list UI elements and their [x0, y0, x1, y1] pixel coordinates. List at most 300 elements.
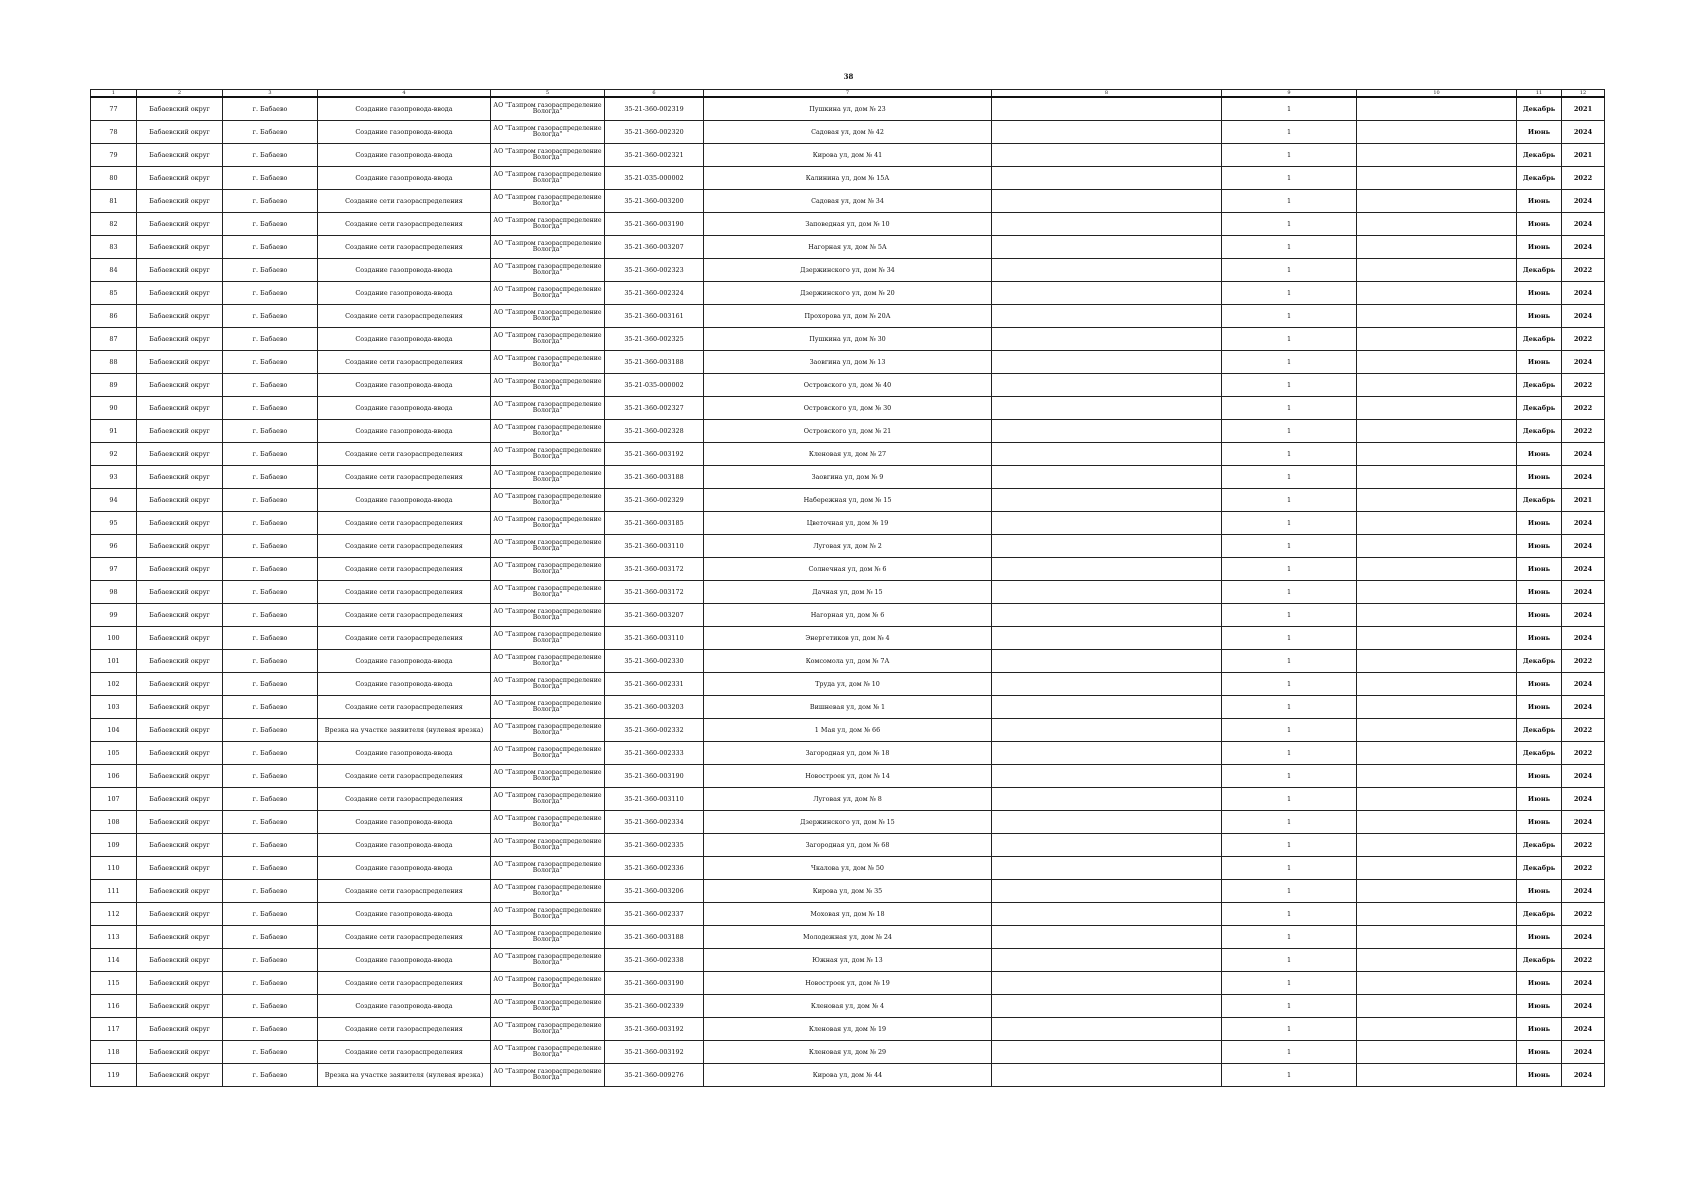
city-cell: г. Бабаево [223, 926, 318, 949]
year-cell: 2022 [1562, 420, 1605, 443]
year-cell: 2022 [1562, 742, 1605, 765]
table-row [91, 466, 1605, 489]
column-10-cell [1357, 535, 1517, 558]
work-type-cell: Создание газопровода-ввода [318, 259, 491, 282]
owner-cell: АО "Газпром газораспределение Вологда" [491, 742, 605, 765]
object-code-cell: 35-21-360-003188 [605, 926, 704, 949]
work-type-cell: Создание газопровода-ввода [318, 949, 491, 972]
year-cell: 2022 [1562, 719, 1605, 742]
year-cell: 2024 [1562, 305, 1605, 328]
city-cell: г. Бабаево [223, 857, 318, 880]
work-type-cell: Создание газопровода-ввода [318, 811, 491, 834]
owner-cell: АО "Газпром газораспределение Вологда" [491, 489, 605, 512]
column-10-cell [1357, 972, 1517, 995]
column-number: 12 [1562, 90, 1605, 98]
owner-cell: АО "Газпром газораспределение Вологда" [491, 604, 605, 627]
work-type-cell: Создание сети газораспределения [318, 236, 491, 259]
object-code-cell: 35-21-360-003188 [605, 351, 704, 374]
column-8-cell [992, 328, 1222, 351]
city-cell: г. Бабаево [223, 121, 318, 144]
district-cell: Бабаевский округ [137, 97, 223, 121]
quantity-cell: 1 [1222, 1064, 1357, 1087]
row-number: 88 [91, 351, 137, 374]
address-cell: Моховая ул, дом № 18 [704, 903, 992, 926]
column-8-cell [992, 1064, 1222, 1087]
work-type-cell: Создание газопровода-ввода [318, 328, 491, 351]
column-8-cell [992, 1041, 1222, 1064]
row-number: 112 [91, 903, 137, 926]
owner-cell: АО "Газпром газораспределение Вологда" [491, 719, 605, 742]
work-type-cell: Создание сети газораспределения [318, 190, 491, 213]
column-number: 9 [1222, 90, 1357, 98]
quantity-cell: 1 [1222, 719, 1357, 742]
address-cell: Прохорова ул, дом № 20А [704, 305, 992, 328]
address-cell: Дачная ул, дом № 15 [704, 581, 992, 604]
city-cell: г. Бабаево [223, 1018, 318, 1041]
year-cell: 2024 [1562, 236, 1605, 259]
address-cell: Кленовая ул, дом № 29 [704, 1041, 992, 1064]
owner-cell: АО "Газпром газораспределение Вологда" [491, 581, 605, 604]
address-cell: Солнечная ул, дом № 6 [704, 558, 992, 581]
table-row [91, 305, 1605, 328]
quantity-cell: 1 [1222, 673, 1357, 696]
address-cell: Луговая ул, дом № 8 [704, 788, 992, 811]
district-cell: Бабаевский округ [137, 1064, 223, 1087]
column-10-cell [1357, 558, 1517, 581]
object-code-cell: 35-21-360-002330 [605, 650, 704, 673]
work-type-cell: Создание сети газораспределения [318, 466, 491, 489]
work-type-cell: Создание газопровода-ввода [318, 167, 491, 190]
table-row [91, 374, 1605, 397]
quantity-cell: 1 [1222, 282, 1357, 305]
address-cell: Кирова ул, дом № 41 [704, 144, 992, 167]
year-cell: 2024 [1562, 581, 1605, 604]
year-cell: 2024 [1562, 765, 1605, 788]
owner-cell: АО "Газпром газораспределение Вологда" [491, 1018, 605, 1041]
address-cell: Садовая ул, дом № 42 [704, 121, 992, 144]
row-number: 87 [91, 328, 137, 351]
row-number: 77 [91, 97, 137, 121]
row-number: 104 [91, 719, 137, 742]
object-code-cell: 35-21-360-002332 [605, 719, 704, 742]
month-cell: Июнь [1517, 512, 1562, 535]
object-code-cell: 35-21-360-002324 [605, 282, 704, 305]
year-cell: 2024 [1562, 788, 1605, 811]
column-10-cell [1357, 834, 1517, 857]
row-number: 115 [91, 972, 137, 995]
work-type-cell: Создание газопровода-ввода [318, 420, 491, 443]
column-10-cell [1357, 696, 1517, 719]
table-row [91, 558, 1605, 581]
district-cell: Бабаевский округ [137, 420, 223, 443]
column-8-cell [992, 742, 1222, 765]
table-row [91, 650, 1605, 673]
month-cell: Июнь [1517, 443, 1562, 466]
table-row [91, 397, 1605, 420]
table-row [91, 673, 1605, 696]
work-type-cell: Создание газопровода-ввода [318, 144, 491, 167]
column-8-cell [992, 903, 1222, 926]
column-8-cell [992, 351, 1222, 374]
column-8-cell [992, 995, 1222, 1018]
column-10-cell [1357, 144, 1517, 167]
row-number: 110 [91, 857, 137, 880]
row-number: 91 [91, 420, 137, 443]
year-cell: 2024 [1562, 282, 1605, 305]
column-8-cell [992, 535, 1222, 558]
district-cell: Бабаевский округ [137, 719, 223, 742]
year-cell: 2024 [1562, 121, 1605, 144]
column-8-cell [992, 443, 1222, 466]
table-row [91, 328, 1605, 351]
city-cell: г. Бабаево [223, 742, 318, 765]
row-number: 90 [91, 397, 137, 420]
table-row [91, 443, 1605, 466]
district-cell: Бабаевский округ [137, 650, 223, 673]
row-number: 86 [91, 305, 137, 328]
month-cell: Декабрь [1517, 489, 1562, 512]
month-cell: Июнь [1517, 466, 1562, 489]
year-cell: 2022 [1562, 857, 1605, 880]
column-number: 5 [491, 90, 605, 98]
quantity-cell: 1 [1222, 420, 1357, 443]
city-cell: г. Бабаево [223, 558, 318, 581]
quantity-cell: 1 [1222, 926, 1357, 949]
column-8-cell [992, 167, 1222, 190]
table-row [91, 97, 1605, 121]
owner-cell: АО "Газпром газораспределение Вологда" [491, 673, 605, 696]
row-number: 113 [91, 926, 137, 949]
district-cell: Бабаевский округ [137, 788, 223, 811]
work-type-cell: Создание сети газораспределения [318, 535, 491, 558]
district-cell: Бабаевский округ [137, 1018, 223, 1041]
column-number: 11 [1517, 90, 1562, 98]
month-cell: Декабрь [1517, 834, 1562, 857]
city-cell: г. Бабаево [223, 903, 318, 926]
address-cell: Загородная ул, дом № 68 [704, 834, 992, 857]
district-cell: Бабаевский округ [137, 259, 223, 282]
district-cell: Бабаевский округ [137, 926, 223, 949]
column-number: 8 [992, 90, 1222, 98]
address-cell: Загородная ул, дом № 18 [704, 742, 992, 765]
object-code-cell: 35-21-360-002338 [605, 949, 704, 972]
work-type-cell: Создание газопровода-ввода [318, 903, 491, 926]
city-cell: г. Бабаево [223, 512, 318, 535]
address-cell: Дзержинского ул, дом № 20 [704, 282, 992, 305]
quantity-cell: 1 [1222, 949, 1357, 972]
work-type-cell: Создание газопровода-ввода [318, 995, 491, 1018]
month-cell: Декабрь [1517, 259, 1562, 282]
owner-cell: АО "Газпром газораспределение Вологда" [491, 466, 605, 489]
quantity-cell: 1 [1222, 788, 1357, 811]
row-number: 99 [91, 604, 137, 627]
address-cell: Островского ул, дом № 30 [704, 397, 992, 420]
table-row [91, 420, 1605, 443]
owner-cell: АО "Газпром газораспределение Вологда" [491, 282, 605, 305]
column-8-cell [992, 144, 1222, 167]
address-cell: Молодежная ул, дом № 24 [704, 926, 992, 949]
month-cell: Июнь [1517, 1041, 1562, 1064]
city-cell: г. Бабаево [223, 949, 318, 972]
quantity-cell: 1 [1222, 903, 1357, 926]
object-code-cell: 35-21-360-002323 [605, 259, 704, 282]
year-cell: 2024 [1562, 1064, 1605, 1087]
city-cell: г. Бабаево [223, 351, 318, 374]
column-10-cell [1357, 443, 1517, 466]
row-number: 111 [91, 880, 137, 903]
address-cell: Калинина ул, дом № 15А [704, 167, 992, 190]
object-code-cell: 35-21-360-003110 [605, 788, 704, 811]
object-code-cell: 35-21-360-003203 [605, 696, 704, 719]
month-cell: Декабрь [1517, 397, 1562, 420]
quantity-cell: 1 [1222, 581, 1357, 604]
row-number: 84 [91, 259, 137, 282]
table-row [91, 926, 1605, 949]
quantity-cell: 1 [1222, 489, 1357, 512]
city-cell: г. Бабаево [223, 466, 318, 489]
table-body [91, 97, 1605, 1087]
quantity-cell: 1 [1222, 167, 1357, 190]
quantity-cell: 1 [1222, 604, 1357, 627]
owner-cell: АО "Газпром газораспределение Вологда" [491, 167, 605, 190]
row-number: 95 [91, 512, 137, 535]
row-number: 98 [91, 581, 137, 604]
address-cell: Заовгина ул, дом № 13 [704, 351, 992, 374]
row-number: 117 [91, 1018, 137, 1041]
column-8-cell [992, 880, 1222, 903]
column-10-cell [1357, 1018, 1517, 1041]
object-code-cell: 35-21-360-003190 [605, 213, 704, 236]
city-cell: г. Бабаево [223, 97, 318, 121]
district-cell: Бабаевский округ [137, 995, 223, 1018]
object-code-cell: 35-21-360-003192 [605, 443, 704, 466]
year-cell: 2024 [1562, 673, 1605, 696]
district-cell: Бабаевский округ [137, 903, 223, 926]
year-cell: 2021 [1562, 144, 1605, 167]
quantity-cell: 1 [1222, 512, 1357, 535]
work-type-cell: Создание сети газораспределения [318, 696, 491, 719]
object-code-cell: 35-21-360-002321 [605, 144, 704, 167]
year-cell: 2022 [1562, 903, 1605, 926]
year-cell: 2022 [1562, 949, 1605, 972]
city-cell: г. Бабаево [223, 443, 318, 466]
city-cell: г. Бабаево [223, 190, 318, 213]
object-code-cell: 35-21-360-002339 [605, 995, 704, 1018]
quantity-cell: 1 [1222, 1018, 1357, 1041]
address-cell: Южная ул, дом № 13 [704, 949, 992, 972]
address-cell: Садовая ул, дом № 34 [704, 190, 992, 213]
month-cell: Декабрь [1517, 97, 1562, 121]
address-cell: Нагорная ул, дом № 6 [704, 604, 992, 627]
month-cell: Июнь [1517, 190, 1562, 213]
city-cell: г. Бабаево [223, 581, 318, 604]
column-8-cell [992, 811, 1222, 834]
address-cell: Новостроек ул, дом № 19 [704, 972, 992, 995]
quantity-cell: 1 [1222, 880, 1357, 903]
object-code-cell: 35-21-360-003192 [605, 1018, 704, 1041]
month-cell: Июнь [1517, 535, 1562, 558]
work-type-cell: Создание сети газораспределения [318, 972, 491, 995]
owner-cell: АО "Газпром газораспределение Вологда" [491, 535, 605, 558]
district-cell: Бабаевский округ [137, 604, 223, 627]
quantity-cell: 1 [1222, 236, 1357, 259]
owner-cell: АО "Газпром газораспределение Вологда" [491, 857, 605, 880]
column-10-cell [1357, 489, 1517, 512]
city-cell: г. Бабаево [223, 489, 318, 512]
row-number: 116 [91, 995, 137, 1018]
work-type-cell: Создание газопровода-ввода [318, 374, 491, 397]
object-code-cell: 35-21-360-003200 [605, 190, 704, 213]
column-number: 4 [318, 90, 491, 98]
address-cell: Новостроек ул, дом № 14 [704, 765, 992, 788]
owner-cell: АО "Газпром газораспределение Вологда" [491, 259, 605, 282]
month-cell: Июнь [1517, 1018, 1562, 1041]
month-cell: Июнь [1517, 788, 1562, 811]
table-row [91, 995, 1605, 1018]
row-number: 109 [91, 834, 137, 857]
row-number: 97 [91, 558, 137, 581]
table-row [91, 351, 1605, 374]
work-type-cell: Создание газопровода-ввода [318, 742, 491, 765]
district-cell: Бабаевский округ [137, 834, 223, 857]
address-cell: Набережная ул, дом № 15 [704, 489, 992, 512]
month-cell: Июнь [1517, 236, 1562, 259]
year-cell: 2024 [1562, 972, 1605, 995]
column-8-cell [992, 857, 1222, 880]
column-10-cell [1357, 97, 1517, 121]
column-8-cell [992, 190, 1222, 213]
year-cell: 2022 [1562, 650, 1605, 673]
year-cell: 2024 [1562, 696, 1605, 719]
address-cell: Кленовая ул, дом № 19 [704, 1018, 992, 1041]
city-cell: г. Бабаево [223, 374, 318, 397]
column-10-cell [1357, 420, 1517, 443]
work-type-cell: Создание газопровода-ввода [318, 673, 491, 696]
city-cell: г. Бабаево [223, 880, 318, 903]
district-cell: Бабаевский округ [137, 144, 223, 167]
object-code-cell: 35-21-360-003206 [605, 880, 704, 903]
year-cell: 2024 [1562, 880, 1605, 903]
district-cell: Бабаевский округ [137, 466, 223, 489]
column-10-cell [1357, 190, 1517, 213]
object-code-cell: 35-21-360-003110 [605, 535, 704, 558]
year-cell: 2022 [1562, 259, 1605, 282]
object-code-cell: 35-21-360-002335 [605, 834, 704, 857]
year-cell: 2024 [1562, 213, 1605, 236]
city-cell: г. Бабаево [223, 834, 318, 857]
owner-cell: АО "Газпром газораспределение Вологда" [491, 972, 605, 995]
quantity-cell: 1 [1222, 190, 1357, 213]
district-cell: Бабаевский округ [137, 811, 223, 834]
year-cell: 2021 [1562, 489, 1605, 512]
work-type-cell: Создание сети газораспределения [318, 1018, 491, 1041]
column-10-cell [1357, 673, 1517, 696]
object-code-cell: 35-21-360-002333 [605, 742, 704, 765]
address-cell: Пушкина ул, дом № 23 [704, 97, 992, 121]
quantity-cell: 1 [1222, 995, 1357, 1018]
object-code-cell: 35-21-360-002325 [605, 328, 704, 351]
column-number-row [91, 90, 1605, 98]
column-10-cell [1357, 351, 1517, 374]
object-code-cell: 35-21-360-003207 [605, 236, 704, 259]
column-8-cell [992, 926, 1222, 949]
table-row [91, 512, 1605, 535]
column-10-cell [1357, 926, 1517, 949]
year-cell: 2024 [1562, 604, 1605, 627]
table-row [91, 213, 1605, 236]
column-10-cell [1357, 213, 1517, 236]
month-cell: Декабрь [1517, 650, 1562, 673]
work-type-cell: Создание газопровода-ввода [318, 834, 491, 857]
year-cell: 2024 [1562, 466, 1605, 489]
year-cell: 2024 [1562, 995, 1605, 1018]
object-code-cell: 35-21-360-003110 [605, 627, 704, 650]
column-10-cell [1357, 374, 1517, 397]
column-8-cell [992, 374, 1222, 397]
month-cell: Июнь [1517, 121, 1562, 144]
city-cell: г. Бабаево [223, 167, 318, 190]
owner-cell: АО "Газпром газораспределение Вологда" [491, 834, 605, 857]
object-code-cell: 35-21-035-000002 [605, 167, 704, 190]
table-row [91, 765, 1605, 788]
district-cell: Бабаевский округ [137, 972, 223, 995]
table-row [91, 788, 1605, 811]
owner-cell: АО "Газпром газораспределение Вологда" [491, 328, 605, 351]
district-cell: Бабаевский округ [137, 351, 223, 374]
year-cell: 2022 [1562, 834, 1605, 857]
quantity-cell: 1 [1222, 972, 1357, 995]
month-cell: Июнь [1517, 673, 1562, 696]
address-cell: Заповедная ул, дом № 10 [704, 213, 992, 236]
column-8-cell [992, 627, 1222, 650]
quantity-cell: 1 [1222, 351, 1357, 374]
column-8-cell [992, 213, 1222, 236]
work-type-cell: Создание сети газораспределения [318, 604, 491, 627]
owner-cell: АО "Газпром газораспределение Вологда" [491, 305, 605, 328]
column-10-cell [1357, 259, 1517, 282]
district-cell: Бабаевский округ [137, 742, 223, 765]
work-type-cell: Создание сети газораспределения [318, 765, 491, 788]
owner-cell: АО "Газпром газораспределение Вологда" [491, 949, 605, 972]
owner-cell: АО "Газпром газораспределение Вологда" [491, 627, 605, 650]
district-cell: Бабаевский округ [137, 374, 223, 397]
year-cell: 2022 [1562, 328, 1605, 351]
address-cell: Луговая ул, дом № 2 [704, 535, 992, 558]
table-row [91, 834, 1605, 857]
column-number: 2 [137, 90, 223, 98]
column-10-cell [1357, 995, 1517, 1018]
city-cell: г. Бабаево [223, 696, 318, 719]
table-row [91, 857, 1605, 880]
district-cell: Бабаевский округ [137, 121, 223, 144]
table-row [91, 627, 1605, 650]
city-cell: г. Бабаево [223, 788, 318, 811]
gasification-register-table [90, 89, 1605, 1087]
quantity-cell: 1 [1222, 811, 1357, 834]
column-10-cell [1357, 765, 1517, 788]
column-8-cell [992, 558, 1222, 581]
object-code-cell: 35-21-360-003188 [605, 466, 704, 489]
column-number: 7 [704, 90, 992, 98]
city-cell: г. Бабаево [223, 627, 318, 650]
column-8-cell [992, 604, 1222, 627]
column-8-cell [992, 282, 1222, 305]
month-cell: Июнь [1517, 765, 1562, 788]
owner-cell: АО "Газпром газораспределение Вологда" [491, 650, 605, 673]
column-8-cell [992, 673, 1222, 696]
owner-cell: АО "Газпром газораспределение Вологда" [491, 144, 605, 167]
work-type-cell: Создание сети газораспределения [318, 788, 491, 811]
